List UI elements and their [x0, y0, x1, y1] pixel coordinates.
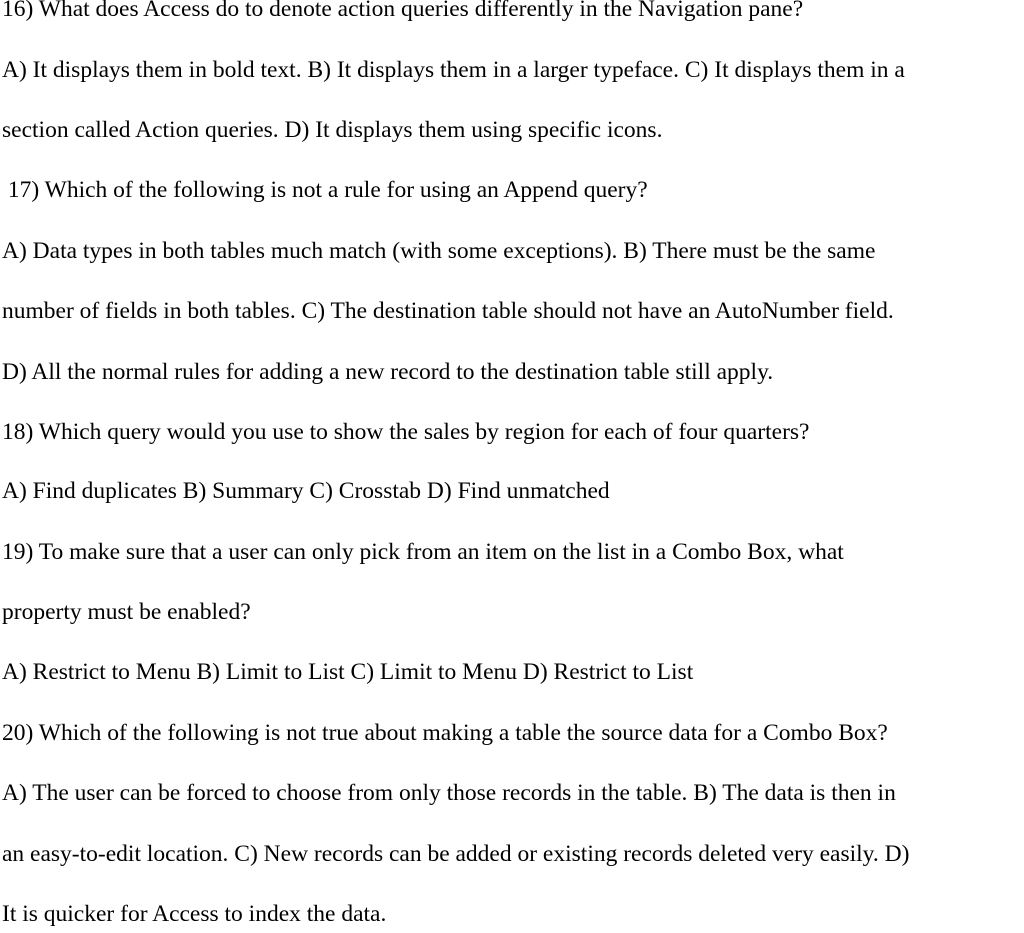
question-19-text-line-2: property must be enabled?	[2, 599, 251, 625]
question-20-answers-line-2: an easy-to-edit location. C) New records can be added or existing records deleted very easily. D)	[2, 841, 910, 867]
question-20-text: 20) Which of the following is not true about making a table the source data for a Combo Box?	[2, 720, 888, 746]
question-19-text-line-1: 19) To make sure that a user can only pick from an item on the list in a Combo Box, what	[2, 539, 844, 565]
question-20-answers-line-1: A) The user can be forced to choose from only those records in the table. B) The data is then in	[2, 780, 896, 806]
question-17-answers-line-2: number of fields in both tables. C) The destination table should not have an AutoNumber field.	[2, 298, 894, 324]
question-18-text: 18) Which query would you use to show the sales by region for each of four quarters?	[2, 419, 810, 445]
question-16-answers-line-1: A) It displays them in bold text. B) It displays them in a larger typeface. C) It displays them in a	[2, 57, 905, 83]
question-16-text: 16) What does Access do to denote action queries differently in the Navigation pane?	[2, 0, 804, 22]
question-20-answers-line-3: It is quicker for Access to index the data.	[2, 901, 387, 927]
question-17-answers-line-1: A) Data types in both tables much match (with some exceptions). B) There must be the same	[2, 238, 876, 264]
question-16-answers-line-2: section called Action queries. D) It displays them using specific icons.	[2, 117, 663, 143]
question-19-answers: A) Restrict to Menu B) Limit to List C) Limit to Menu D) Restrict to List	[2, 659, 694, 685]
question-18-answers: A) Find duplicates B) Summary C) Crosstab D) Find unmatched	[2, 478, 610, 504]
question-17-answers-line-3: D) All the normal rules for adding a new record to the destination table still apply.	[2, 359, 774, 385]
question-17-text: 17) Which of the following is not a rule for using an Append query?	[2, 177, 648, 203]
